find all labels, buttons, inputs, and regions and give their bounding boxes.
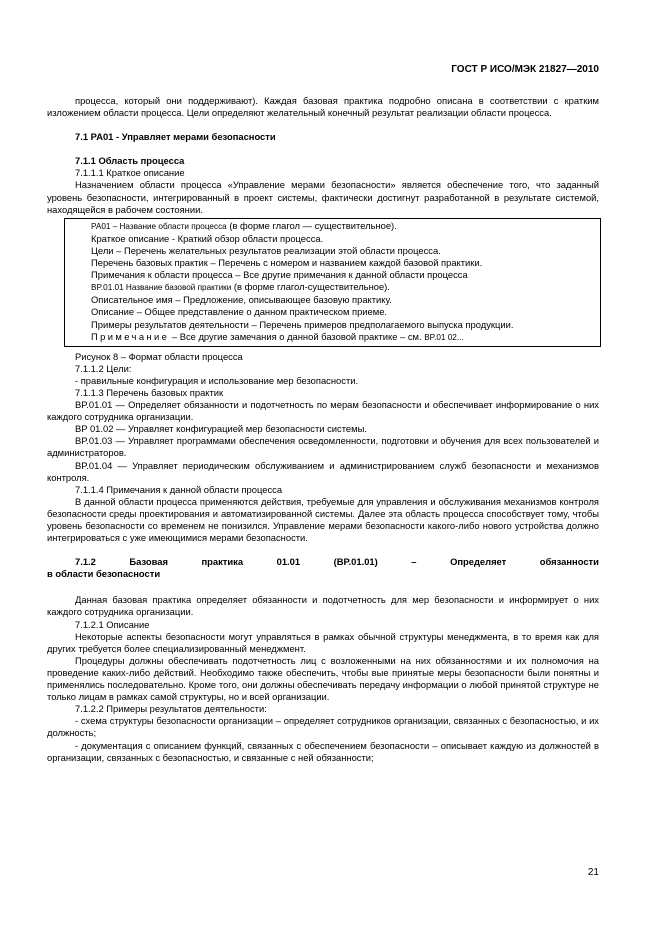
- bp-list-item: BP.01.04 — Управляет периодическим обслуживанием и администрированием служб безопасности и механизмов контроля.: [47, 459, 599, 483]
- description-paragraph: Процедуры должны обеспечивать подотчетность лиц с возложенными на них обязанностями и их полномочия на проведение каких-либо действий. Необходимо также обеспечить, чтобы вые принятые меры безопасности были понятны и применялись последовательно. Кроме того, они должны обеспечивать передачу информации о любой принятой структуре не только лицам в рамках самой структуры, но и всей организации.: [47, 654, 599, 703]
- section-7-1-2-heading: 7.1.2 Базовая практика 01.01 (BP.01.01) – Определяет обязанности: [75, 556, 599, 568]
- description-paragraph: Некоторые аспекты безопасности могут управляться в рамках обычной структуры менеджмента, в то время как для других требуется более специализированный менеджмент.: [47, 630, 599, 654]
- section-7-1-1-heading: 7.1.1 Область процесса: [75, 155, 185, 167]
- description-heading: 7.1.2.1 Описание: [75, 618, 150, 630]
- example-item: - документация с описанием функций, связанных с обеспечением безопасности – описывает каждую из должностей в организации, связанных с безопасностью, и связанные с ней обязанности;: [47, 739, 599, 763]
- bp-paragraph: Данная базовая практика определяет обязанности и подотчетность для мер безопасности и информирует о них каждого сотрудника организации.: [47, 594, 599, 618]
- intro-paragraph: процесса, который они поддерживают). Каждая базовая практика подробно описана в соответствии с кратким изложением области процесса. Цели определяют желательный конечный результат реализации области процесса.: [47, 95, 599, 119]
- section-7-1-heading: 7.1 PA01 - Управляет мерами безопасности: [75, 131, 276, 143]
- box-line: Примеры результатов деятельности – Перечень примеров предполагаемого выпуска продукции.: [91, 318, 514, 330]
- bp-list-item: BP.01.03 — Управляет программами обеспечения осведомленности, подготовки и обучения для всех пользователей и администраторов.: [47, 435, 599, 459]
- notes-heading: 7.1.1.4 Примечания к данной области процесса: [75, 483, 283, 495]
- goals-item: - правильные конфигурация и использование мер безопасности.: [75, 374, 359, 386]
- box-line: Краткое описание - Краткий обзор области процесса.: [91, 232, 324, 244]
- bp-list-item: BP 01.02 — Управляет конфигурацией мер безопасности системы.: [75, 423, 367, 435]
- box-line: Описание – Общее представление о данном практическом приеме.: [91, 306, 388, 318]
- bp-list-item: BP.01.01 — Определяет обязанности и подотчетность по мерам безопасности и обеспечивает информирование о них каждого сотрудника организации.: [47, 399, 599, 423]
- notes-paragraph: В данной области процесса применяются действия, требуемые для управления и обслуживания механизмов контроля безопасности среды проектирования и автоматизированной системы. Далее эта область процесса способствует тому, чтобы уровень безопасности со временем не понизился. Управление мерами безопасности какого-либо нового устройства должно интегрироваться с уже имеющимися мерами безопасности.: [47, 495, 599, 544]
- example-item: - схема структуры безопасности организации – определяет сотрудников организации, связанных с безопасностью, и их должность;: [47, 715, 599, 739]
- box-line: Примечания к области процесса – Все другие примечания к данной области процесса: [91, 269, 468, 281]
- body-text: [47, 95, 599, 764]
- document-code-header: ГОСТ Р ИСО/МЭК 21827—2010: [451, 64, 599, 75]
- box-line: BP.01.01 Название базовой практики (в форме глагол-существительное).: [91, 281, 390, 293]
- section-7-1-1-1-heading: 7.1.1.1 Краткое описание: [75, 167, 185, 179]
- box-line: Примечание – Все другие замечания о данной базовой практике – см. BP.01 02...: [91, 330, 464, 342]
- examples-heading: 7.1.2.2 Примеры результатов деятельности:: [75, 703, 267, 715]
- process-area-format-box: [64, 218, 601, 347]
- page-number: 21: [587, 867, 599, 878]
- section-7-1-2-heading-line2: в области безопасности: [47, 568, 161, 580]
- box-line: Описательное имя – Предложение, описывающее базовую практику.: [91, 294, 392, 306]
- box-line: PA01 – Название области процесса (в форме глагол — существительное).: [91, 219, 397, 231]
- process-area-paragraph: Назначением области процесса «Управление мерами безопасности» является обеспечение того, что заданный уровень безопасности, интегрированный в проект системы, фактически достигнут разработанной в результате системой, находящейся в рабочем состоянии.: [47, 179, 599, 215]
- bp-list-heading: 7.1.1.3 Перечень базовых практик: [75, 386, 224, 398]
- box-line: Перечень базовых практик – Перечень с номером и названием каждой базовой практики.: [91, 257, 483, 269]
- box-line: Цели – Перечень желательных результатов реализации этой области процесса.: [91, 244, 441, 256]
- goals-heading: 7.1.1.2 Цели:: [75, 362, 132, 374]
- figure-caption: Рисунок 8 – Формат области процесса: [75, 350, 243, 362]
